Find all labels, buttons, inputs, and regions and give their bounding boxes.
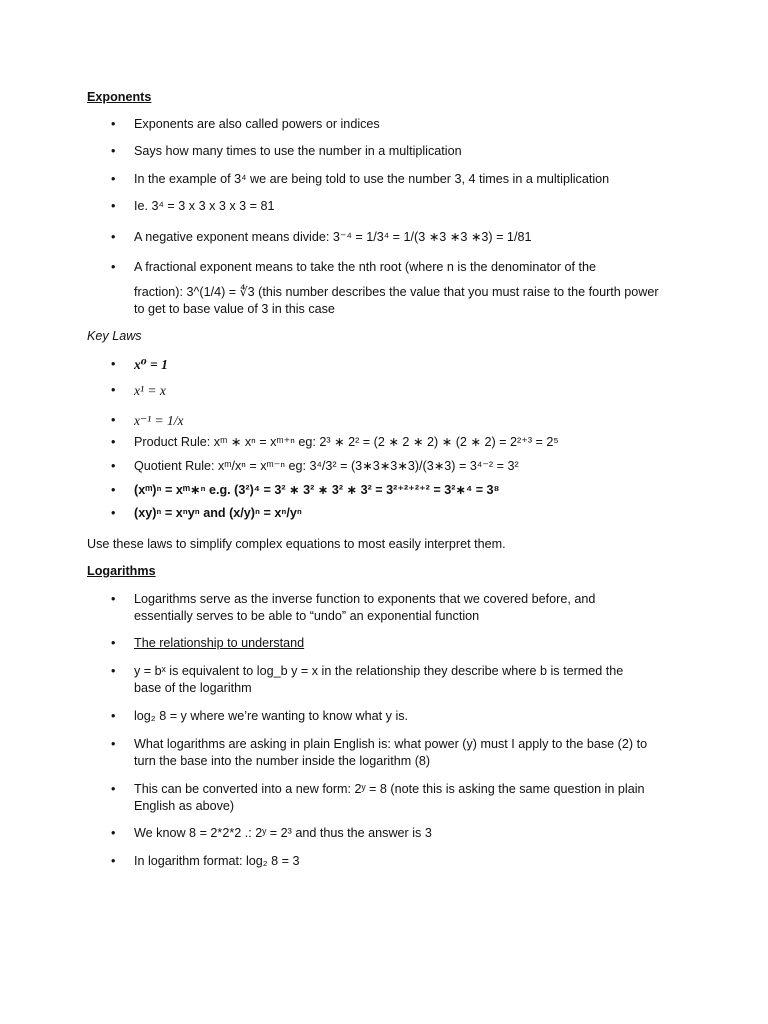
- item-text: base of the logarithm: [134, 681, 252, 695]
- item-text: Product Rule: xᵐ ∗ xⁿ = xᵐ⁺ⁿ eg: 2³ ∗ 2² = (2 ∗ 2 ∗ 2) ∗ (2 ∗ 2) = 2²⁺³ = 2⁵: [134, 435, 559, 449]
- bullet-icon: [111, 259, 123, 276]
- bullet-icon: [111, 434, 123, 451]
- bullet-icon: [111, 458, 123, 475]
- section-heading-exponents: Exponents: [87, 90, 152, 104]
- item-text: (xy)ⁿ = xⁿyⁿ and (x/y)ⁿ = xⁿ/yⁿ: [134, 506, 302, 520]
- bullet-icon: [111, 505, 123, 522]
- item-text: (xᵐ)ⁿ = xᵐ∗ⁿ e.g. (3²)⁴ = 3² ∗ 3² ∗ 3² ∗ 3² = 3²⁺²⁺²⁺² = 3²∗⁴ = 3⁸: [134, 483, 500, 497]
- summary-paragraph: Use these laws to simplify complex equations to most easily interpret them.: [87, 537, 506, 551]
- item-text: Logarithms serve as the inverse function to exponents that we covered before, and: [134, 592, 596, 606]
- item-text: Ie. 3⁴ = 3 x 3 x 3 x 3 = 81: [134, 199, 275, 213]
- bullet-icon: [111, 198, 123, 215]
- item-text: What logarithms are asking in plain English is: what power (y) must I apply to the base (2) to: [134, 737, 648, 751]
- formula-text: x⁻¹ = 1/x: [134, 413, 184, 428]
- item-text: English as above): [134, 799, 235, 813]
- item-text: turn the base into the number inside the logarithm (8): [134, 754, 431, 768]
- bullet-icon: [111, 382, 123, 399]
- section-heading-logarithms: Logarithms: [87, 564, 156, 578]
- item-text: A fractional exponent means to take the nth root (where n is the denominator of the: [134, 260, 597, 274]
- bullet-icon: [111, 736, 123, 753]
- item-text: to get to base value of 3 in this case: [134, 302, 335, 316]
- section-heading-key-laws: Key Laws: [87, 329, 142, 343]
- formula-text: x¹ = x: [134, 383, 166, 398]
- item-text: The relationship to understand: [134, 636, 305, 650]
- bullet-icon: [111, 143, 123, 160]
- bullet-icon: [111, 171, 123, 188]
- bullet-icon: [111, 708, 123, 725]
- bullet-icon: [111, 853, 123, 870]
- bullet-icon: [111, 825, 123, 842]
- item-text: log₂ 8 = y where we’re wanting to know what y is.: [134, 709, 409, 723]
- bullet-icon: [111, 781, 123, 798]
- item-text: In logarithm format: log₂ 8 = 3: [134, 854, 300, 868]
- bullet-icon: [111, 591, 123, 608]
- item-text: Quotient Rule: xᵐ/xⁿ = xᵐ⁻ⁿ eg: 3⁴/3² = (3∗3∗3∗3)/(3∗3) = 3⁴⁻² = 3²: [134, 459, 519, 473]
- bullet-icon: [111, 635, 123, 652]
- bullet-icon: [111, 116, 123, 133]
- item-text: Exponents are also called powers or indices: [134, 117, 380, 131]
- item-text: A negative exponent means divide: 3⁻⁴ = 1/3⁴ = 1/(3 ∗3 ∗3 ∗3) = 1/81: [134, 230, 532, 244]
- item-text: Says how many times to use the number in a multiplication: [134, 144, 462, 158]
- item-text: fraction): 3^(1/4) = ∜3 (this number describes the value that you must raise to the fourth power: [134, 285, 659, 299]
- bullet-icon: [111, 229, 123, 246]
- item-text: essentially serves to be able to “undo” an exponential function: [134, 609, 480, 623]
- item-text: We know 8 = 2*2*2 .: 2ʸ = 2³ and thus the answer is 3: [134, 826, 432, 840]
- bullet-icon: [111, 356, 123, 373]
- item-text: This can be converted into a new form: 2ʸ = 8 (note this is asking the same question in plain: [134, 782, 645, 796]
- item-text: y = bˣ is equivalent to log_b y = x in the relationship they describe where b is termed the: [134, 664, 624, 678]
- bullet-icon: [111, 663, 123, 680]
- bullet-icon: [111, 482, 123, 499]
- item-text: In the example of 3⁴ we are being told to use the number 3, 4 times in a multiplication: [134, 172, 610, 186]
- formula-text: x⁰ = 1: [134, 357, 168, 372]
- bullet-icon: [111, 412, 123, 429]
